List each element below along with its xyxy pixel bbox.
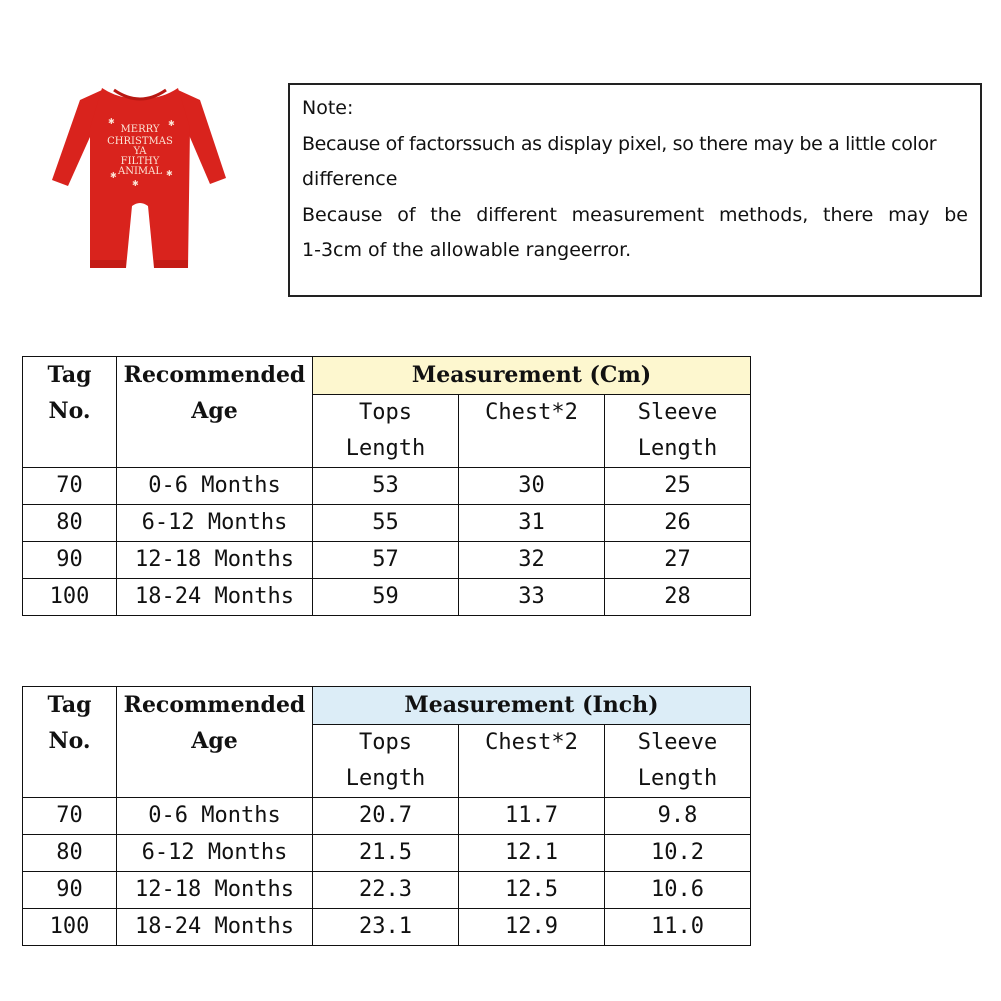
romper-illustration bbox=[50, 78, 230, 278]
tag-header: Tag No. bbox=[23, 357, 117, 468]
note-line-2: difference bbox=[302, 168, 398, 190]
svg-text:ANIMAL: ANIMAL bbox=[117, 166, 163, 177]
svg-text:✱: ✱ bbox=[166, 169, 173, 178]
measurement-cm-header: Measurement (Cm) bbox=[313, 357, 751, 395]
chest-header: Chest*2 bbox=[459, 725, 605, 798]
note-box bbox=[288, 83, 982, 297]
svg-text:✱: ✱ bbox=[168, 119, 175, 128]
table-row: 70 0-6 Months 20.7 11.7 9.8 bbox=[23, 798, 751, 835]
age-header: Recommended Age bbox=[117, 357, 313, 468]
sleeve-length-header: Sleeve Length bbox=[605, 725, 751, 798]
size-table-inch bbox=[22, 686, 751, 946]
svg-text:MERRY: MERRY bbox=[120, 124, 160, 135]
note-line-3: Because of the different measurement methods, there may be bbox=[302, 203, 968, 226]
svg-text:YA: YA bbox=[133, 146, 147, 157]
svg-text:CHRISTMAS: CHRISTMAS bbox=[107, 136, 173, 147]
sleeve-length-header: Sleeve Length bbox=[605, 395, 751, 468]
tops-length-header: Tops Length bbox=[313, 395, 459, 468]
table-row: 100 18-24 Months 23.1 12.9 11.0 bbox=[23, 909, 751, 946]
tag-header: Tag No. bbox=[23, 687, 117, 798]
measurement-inch-header: Measurement (Inch) bbox=[313, 687, 751, 725]
table-row: 90 12-18 Months 57 32 27 bbox=[23, 542, 751, 579]
note-line-1: Because of factorssuch as display pixel, so there may be a little color bbox=[302, 132, 937, 155]
svg-text:FILTHY: FILTHY bbox=[120, 156, 160, 167]
svg-text:✱: ✱ bbox=[110, 171, 117, 180]
note-line-4: 1-3cm of the allowable rangeerror. bbox=[302, 239, 632, 261]
svg-text:✱: ✱ bbox=[132, 179, 139, 188]
age-header: Recommended Age bbox=[117, 687, 313, 798]
product-image bbox=[50, 78, 230, 278]
tops-length-header: Tops Length bbox=[313, 725, 459, 798]
table-row: 70 0-6 Months 53 30 25 bbox=[23, 468, 751, 505]
chest-header: Chest*2 bbox=[459, 395, 605, 468]
table-row: 80 6-12 Months 21.5 12.1 10.2 bbox=[23, 835, 751, 872]
table-row: 80 6-12 Months 55 31 26 bbox=[23, 505, 751, 542]
table-row: 90 12-18 Months 22.3 12.5 10.6 bbox=[23, 872, 751, 909]
table-row: 100 18-24 Months 59 33 28 bbox=[23, 579, 751, 616]
svg-text:✱: ✱ bbox=[108, 117, 115, 126]
size-table-cm bbox=[22, 356, 751, 616]
note-title: Note: bbox=[302, 97, 354, 119]
